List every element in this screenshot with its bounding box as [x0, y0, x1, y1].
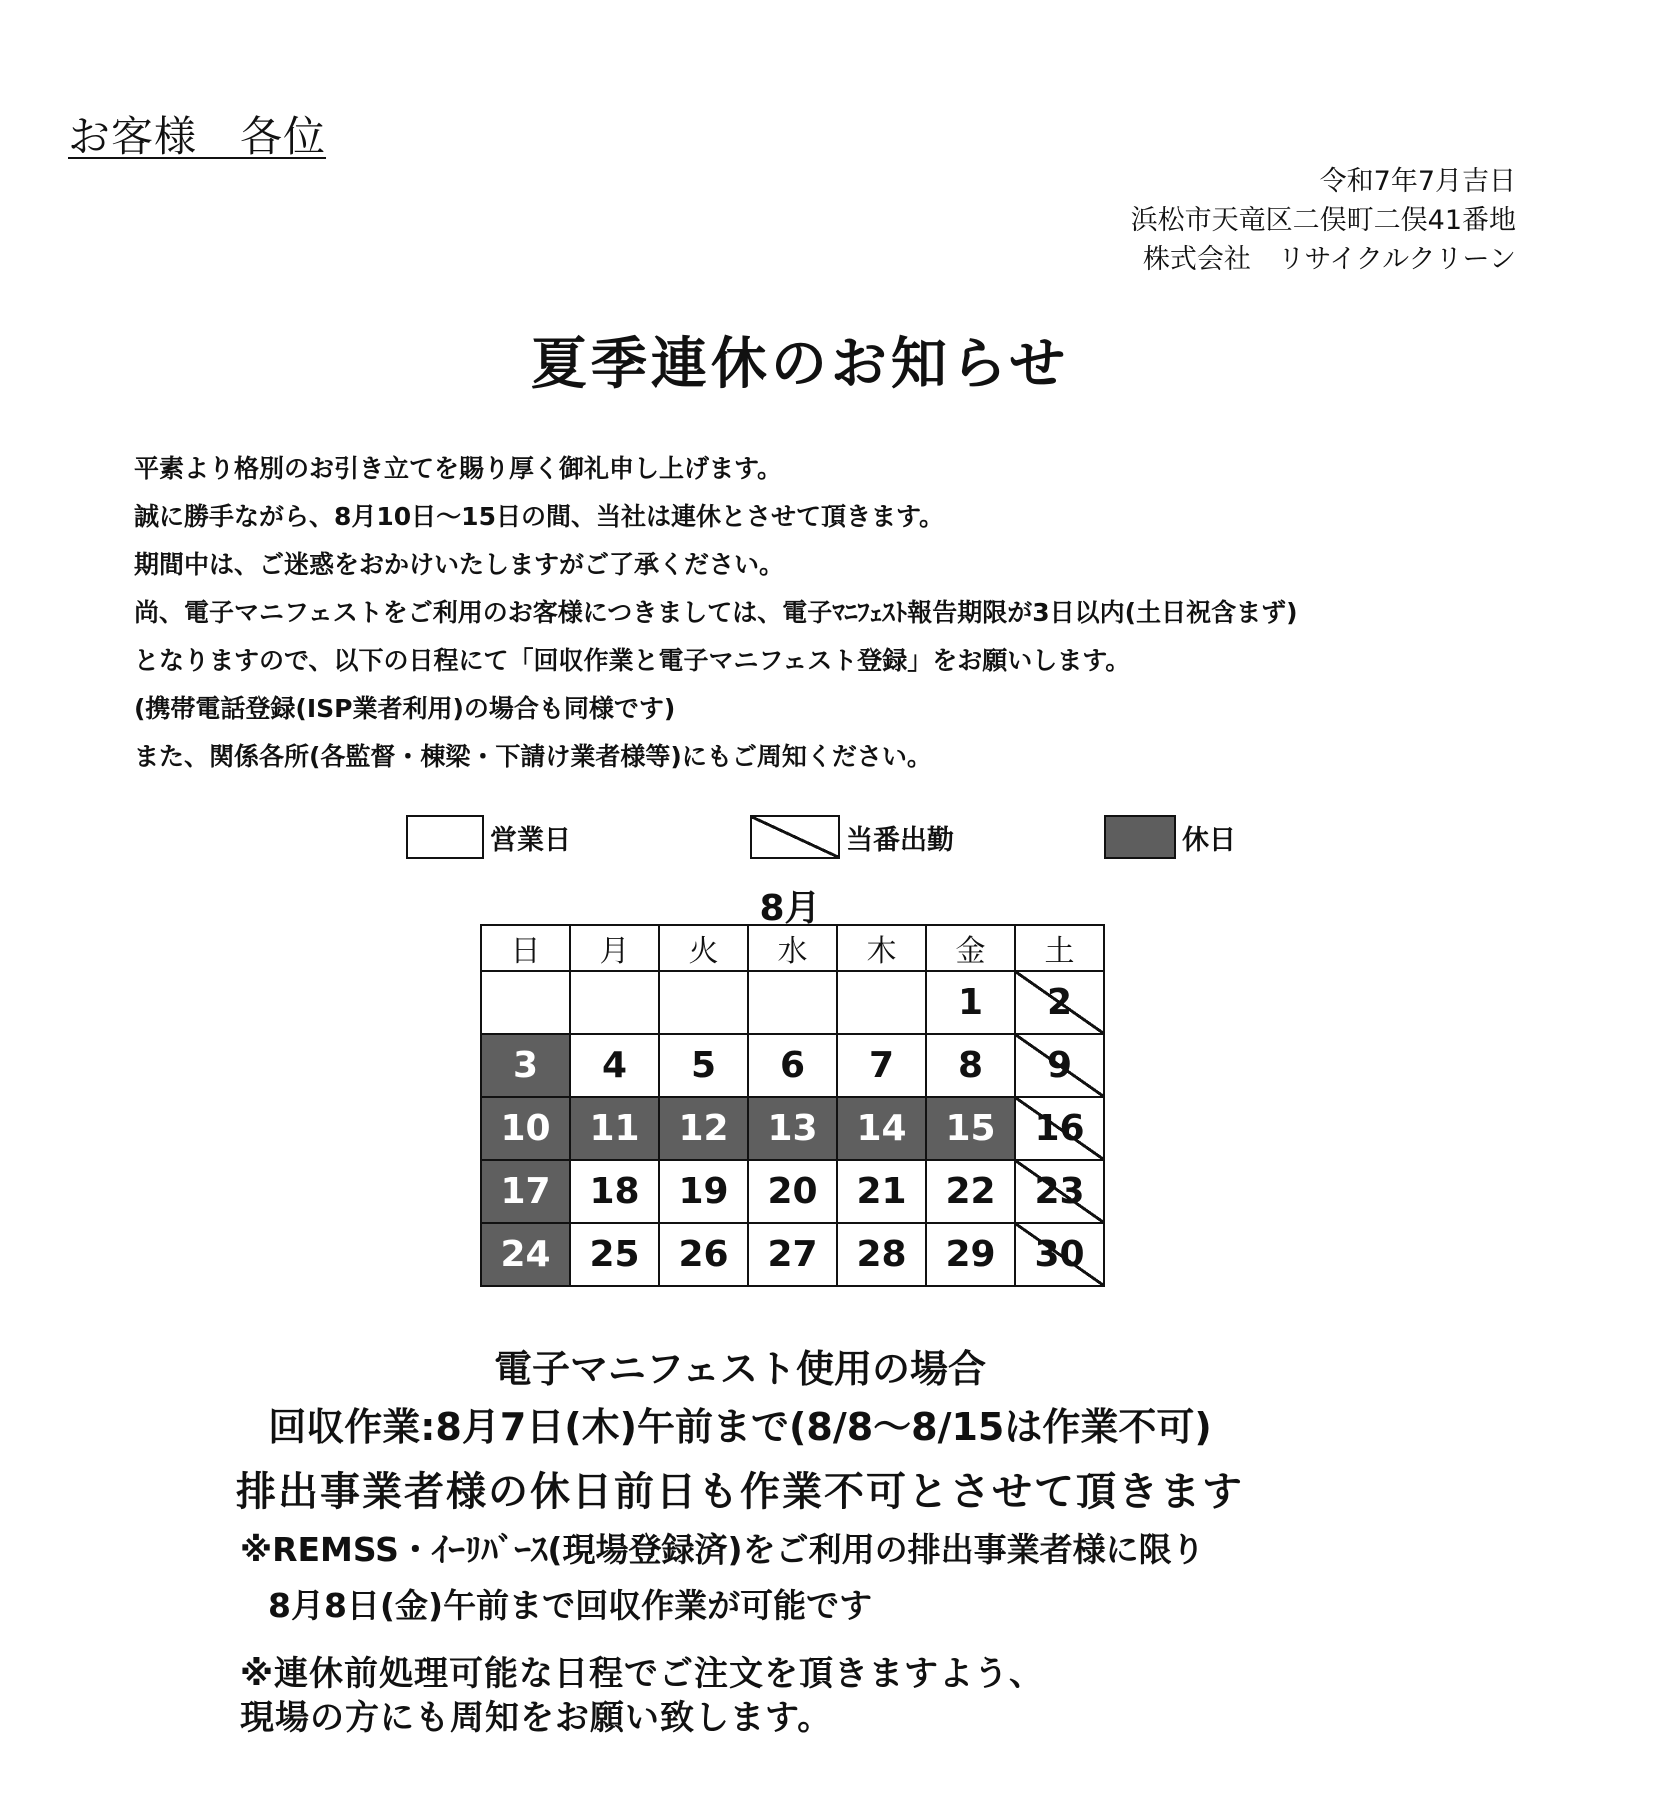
calendar-day-holiday: 13 — [748, 1097, 837, 1160]
body-line: となりますので、以下の日程にて「回収作業と電子マニフェスト登録」をお願いします。 — [134, 646, 1131, 675]
e-manifest-note-detail: 8月8日(金)午前まで回収作業が可能です — [268, 1586, 873, 1625]
body-line: 期間中は、ご迷惑をおかけいたしますがご了承ください。 — [134, 550, 785, 579]
calendar-weekday: 金 — [926, 925, 1015, 971]
calendar-empty-cell — [570, 971, 659, 1034]
calendar-weekday: 日 — [481, 925, 570, 971]
calendar-day-holiday: 12 — [659, 1097, 748, 1160]
calendar-day-business: 4 — [570, 1034, 659, 1097]
legend-duty-label: 当番出勤 — [846, 824, 954, 856]
calendar-day-business: 7 — [837, 1034, 926, 1097]
calendar-day-duty: 2 — [1015, 971, 1104, 1034]
calendar-day-holiday: 15 — [926, 1097, 1015, 1160]
body-line: 誠に勝手ながら、8月10日～15日の間、当社は連休とさせて頂きます。 — [134, 502, 944, 531]
calendar-day-business: 22 — [926, 1160, 1015, 1223]
calendar-day-holiday: 17 — [481, 1160, 570, 1223]
calendar-weekday: 木 — [837, 925, 926, 971]
calendar-day-duty: 9 — [1015, 1034, 1104, 1097]
calendar-weekday-row — [481, 925, 1104, 971]
calendar-day-business: 26 — [659, 1223, 748, 1286]
calendar-empty-cell — [748, 971, 837, 1034]
e-manifest-restriction: 排出事業者様の休日前日も作業不可とさせて頂きます — [236, 1469, 1244, 1515]
calendar-empty-cell — [837, 971, 926, 1034]
body-line: また、関係各所(各監督・棟梁・下請け業者様等)にもご周知ください。 — [134, 742, 932, 771]
calendar-week-row — [481, 1223, 1104, 1286]
legend-duty — [750, 812, 954, 862]
calendar-weekday: 火 — [659, 925, 748, 971]
notice-title: 夏季連休のお知らせ — [530, 332, 1070, 397]
calendar-day-duty: 23 — [1015, 1160, 1104, 1223]
calendar-day-business: 25 — [570, 1223, 659, 1286]
calendar-day-duty: 16 — [1015, 1097, 1104, 1160]
calendar-day-business: 5 — [659, 1034, 748, 1097]
calendar-day-business: 1 — [926, 971, 1015, 1034]
legend-holiday-label: 休日 — [1182, 824, 1236, 856]
calendar-day-business: 6 — [748, 1034, 837, 1097]
calendar-day-business: 8 — [926, 1034, 1015, 1097]
calendar-day-holiday: 10 — [481, 1097, 570, 1160]
calendar-day-holiday: 11 — [570, 1097, 659, 1160]
legend-holiday — [1104, 812, 1236, 862]
calendar-week-row — [481, 1034, 1104, 1097]
calendar-week-row — [481, 1160, 1104, 1223]
calendar-day-business: 20 — [748, 1160, 837, 1223]
calendar-day-business: 27 — [748, 1223, 837, 1286]
calendar-day-holiday: 24 — [481, 1223, 570, 1286]
e-manifest-deadline: 回収作業:8月7日(木)午前まで(8/8～8/15は作業不可) — [268, 1405, 1212, 1449]
calendar-weekday: 月 — [570, 925, 659, 971]
calendar-empty-cell — [659, 971, 748, 1034]
final-note-line: 現場の方にも周知をお願い致します。 — [240, 1698, 833, 1738]
calendar-day-holiday: 14 — [837, 1097, 926, 1160]
sender-company: 株式会社 リサイクルクリーン — [1142, 244, 1516, 275]
recipient-heading: お客様 各位 — [68, 112, 327, 161]
body-line: (携帯電話登録(ISP業者利用)の場合も同様です) — [134, 694, 676, 723]
calendar-week-row — [481, 971, 1104, 1034]
notice-body — [134, 445, 1298, 781]
august-calendar — [480, 924, 1105, 1287]
calendar-weekday: 土 — [1015, 925, 1104, 971]
calendar-day-duty: 30 — [1015, 1223, 1104, 1286]
body-line: 平素より格別のお引き立てを賜り厚く御礼申し上げます。 — [134, 454, 783, 483]
final-note — [240, 1652, 1044, 1740]
calendar-day-business: 19 — [659, 1160, 748, 1223]
legend-business-label: 営業日 — [490, 824, 571, 856]
sender-address: 浜松市天竜区二俣町二俣41番地 — [1130, 205, 1516, 236]
issue-date: 令和7年7月吉日 — [1319, 166, 1516, 197]
e-manifest-title: 電子マニフェスト使用の場合 — [493, 1347, 987, 1391]
calendar-day-business: 29 — [926, 1223, 1015, 1286]
legend-holiday-swatch — [1104, 815, 1176, 859]
calendar-empty-cell — [481, 971, 570, 1034]
sender-block — [1131, 162, 1516, 279]
legend-duty-swatch — [750, 815, 840, 859]
body-line: 尚、電子マニフェストをご利用のお客様につきましては、電子ﾏﾆﾌｪｽﾄ報告期限が3日以内(土日祝含まず) — [134, 598, 1298, 627]
calendar-week-row — [481, 1097, 1104, 1160]
legend-business — [406, 812, 571, 862]
calendar-month: 8月 — [759, 888, 821, 929]
final-note-line: ※連休前処理可能な日程でご注文を頂きますよう、 — [240, 1654, 1045, 1694]
calendar-weekday: 水 — [748, 925, 837, 971]
calendar-day-business: 21 — [837, 1160, 926, 1223]
legend-business-swatch — [406, 815, 484, 859]
calendar-day-business: 28 — [837, 1223, 926, 1286]
calendar-day-business: 18 — [570, 1160, 659, 1223]
calendar-day-holiday: 3 — [481, 1034, 570, 1097]
e-manifest-note: ※REMSS・ｲｰﾘﾊﾞｰｽ(現場登録済)をご利用の排出事業者様に限り — [240, 1530, 1205, 1569]
